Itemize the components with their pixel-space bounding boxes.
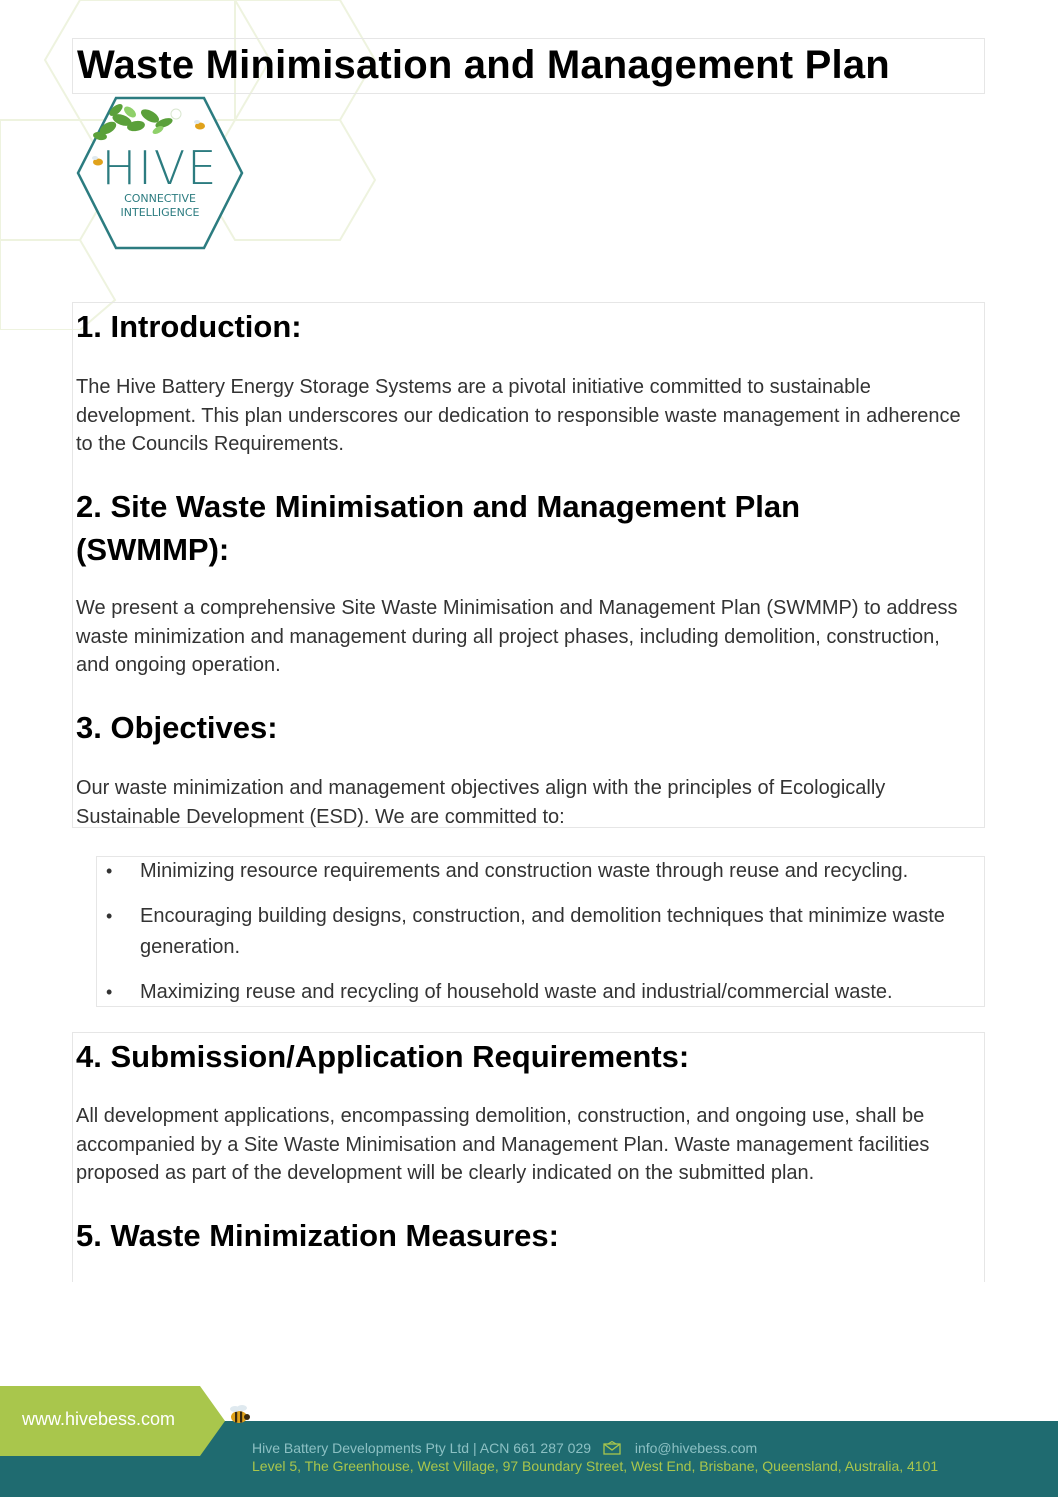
list-item: • Minimizing resource requirements and construction waste through reuse and recycling. [96, 856, 985, 887]
objectives-list [96, 856, 985, 1022]
bee-icon [224, 1400, 254, 1430]
section-heading-introduction: 1. Introduction: [76, 309, 302, 344]
section-heading-swmmp: 2. Site Waste Minimisation and Management Plan (SWMMP): [76, 489, 801, 567]
footer-company: Hive Battery Developments Pty Ltd | ACN 661 287 029 [252, 1440, 592, 1456]
section-body-introduction: The Hive Battery Energy Storage Systems are a pivotal initiative committed to sustainable development. This plan underscores our dedication to responsible waste management in adherence to the Councils Requirements. [76, 376, 961, 455]
section-heading-submission: 4. Submission/Application Requirements: [76, 1039, 690, 1074]
mail-icon [603, 1441, 621, 1455]
footer-website-link[interactable]: www.hivebess.com [22, 1409, 176, 1429]
page-title: Waste Minimisation and Management Plan [77, 43, 890, 87]
list-item: • Maximizing reuse and recycling of household waste and industrial/commercial waste. [96, 977, 985, 1008]
footer-company-line [252, 1440, 757, 1456]
logo-tagline-2: INTELLIGENCE [120, 206, 200, 219]
logo-tagline-1: CONNECTIVE [124, 192, 196, 205]
logo-wordmark: HIVE [101, 141, 219, 195]
footer-email-link[interactable]: info@hivebess.com [634, 1440, 758, 1456]
list-item: • Encouraging building designs, construction, and demolition techniques that minimize waste generation. [96, 901, 985, 963]
footer-address: Level 5, The Greenhouse, West Village, 97 Boundary Street, West End, Brisbane, Queensland, Australia, 4101 [252, 1458, 939, 1474]
section-heading-objectives: 3. Objectives: [76, 710, 278, 745]
section-body-submission: All development applications, encompassing demolition, construction, and ongoing use, shall be accompanied by a Site Waste Minimisation and Management Plan. Waste management facilities proposed as part of the development will be clearly indicated on the submitted plan. [76, 1105, 930, 1184]
title-box [72, 38, 985, 94]
hive-logo [72, 96, 248, 250]
section-body-objectives: Our waste minimization and management objectives align with the principles of Ecologically Sustainable Development (ESD). We are committed to: [76, 777, 886, 828]
section-body-swmmp: We present a comprehensive Site Waste Minimisation and Management Plan (SWMMP) to address waste minimization and management during all project phases, including demolition, construction, and ongoing operation. [76, 597, 958, 676]
section-heading-waste-measures: 5. Waste Minimization Measures: [76, 1218, 559, 1253]
